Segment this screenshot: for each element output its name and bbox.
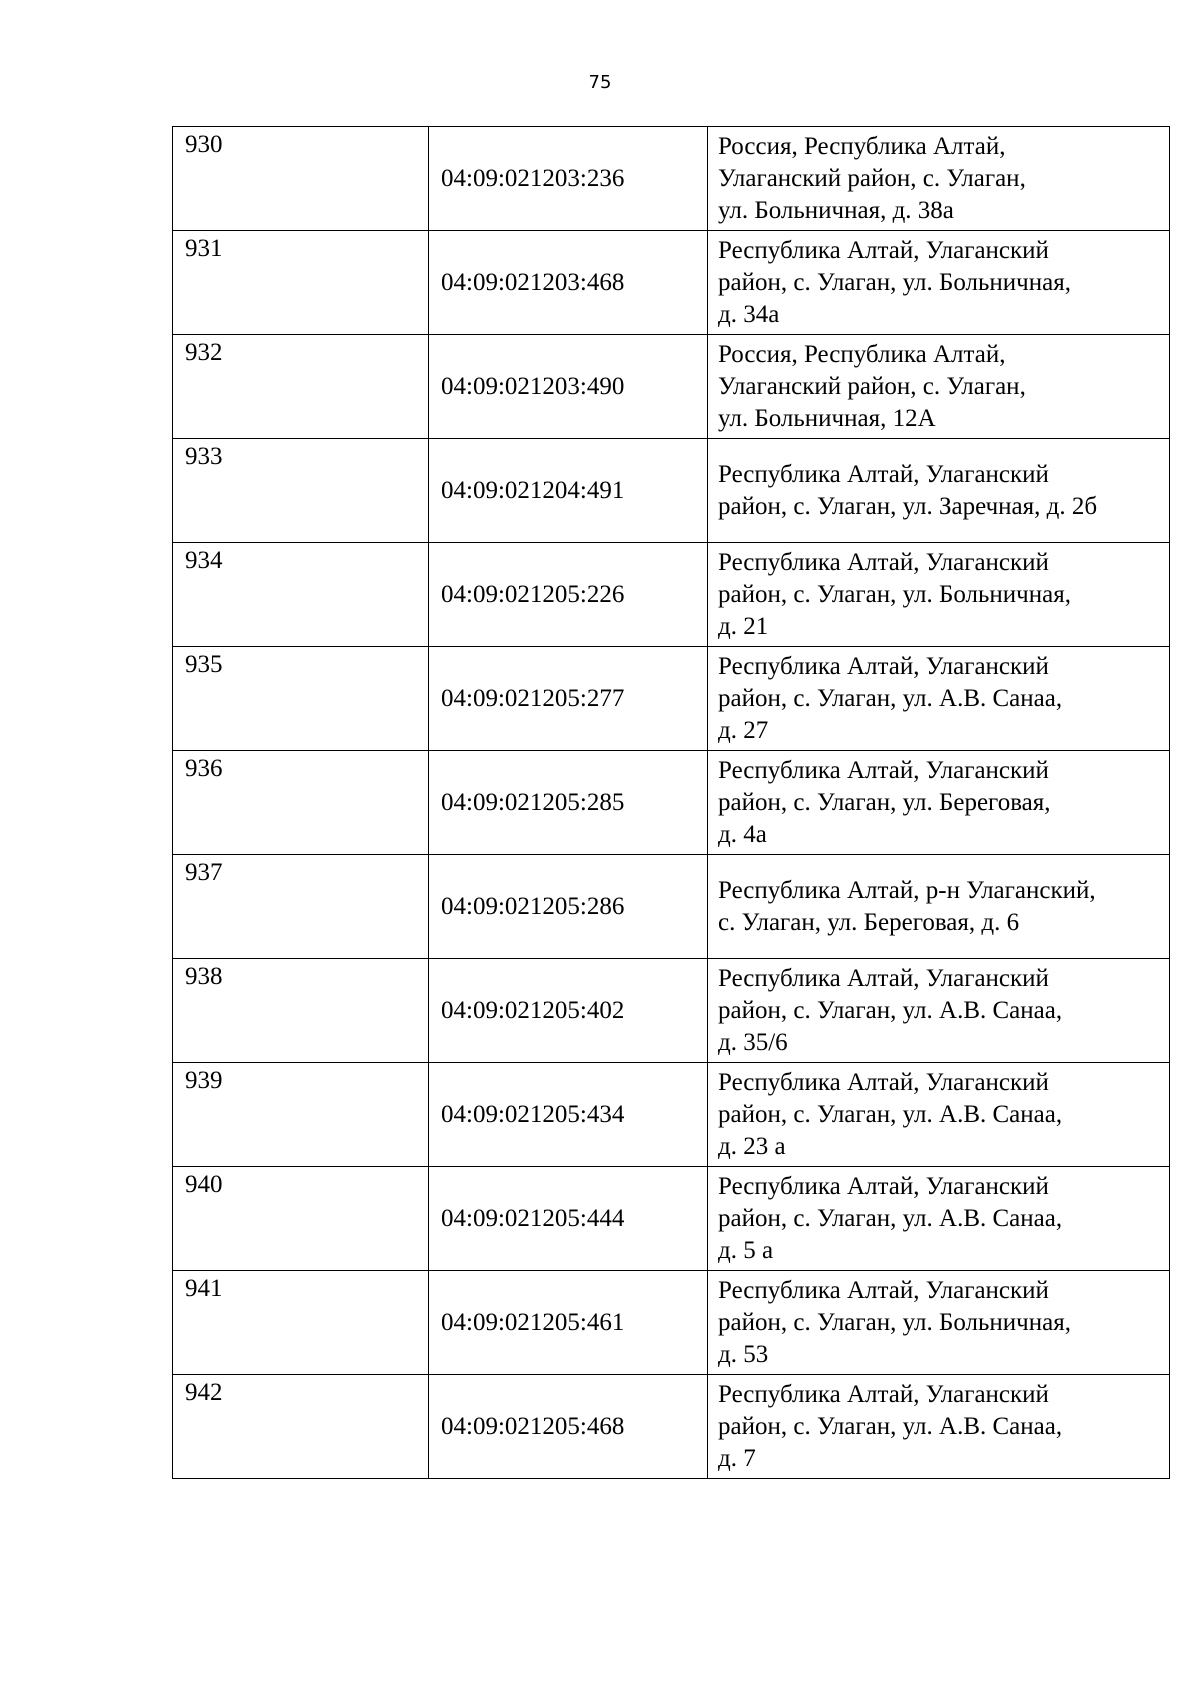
address-line: д. 4а: [718, 820, 767, 848]
address-line: Республика Алтай, Улаганский: [718, 1380, 1049, 1408]
address-line: Республика Алтай, Улаганский: [718, 236, 1049, 264]
row-number-cell: 937: [173, 855, 429, 959]
address-line: д. 21: [718, 612, 769, 640]
table-row: [173, 855, 1170, 959]
cadastral-number-cell: 04:09:021205:277: [429, 647, 708, 751]
address-line: район, с. Улаган, ул. Больничная,: [718, 268, 1071, 296]
address-line: с. Улаган, ул. Береговая, д. 6: [718, 908, 1020, 936]
address-line: район, с. Улаган, ул. Береговая,: [718, 788, 1051, 816]
cadastral-number-cell: 04:09:021205:434: [429, 1063, 708, 1167]
address-line: Россия, Республика Алтай,: [718, 132, 1006, 160]
address-line: район, с. Улаган, ул. А.В. Санаа,: [718, 1204, 1063, 1232]
address-line: ул. Больничная, д. 38а: [718, 196, 954, 224]
address-cell: [708, 647, 1170, 751]
table-row: [173, 959, 1170, 1063]
cadastral-number-cell: 04:09:021205:402: [429, 959, 708, 1063]
page-number: 75: [588, 72, 612, 93]
table-row: [173, 335, 1170, 439]
table-row: [173, 1167, 1170, 1271]
cadastral-number-cell: 04:09:021205:444: [429, 1167, 708, 1271]
address-line: д. 35/6: [718, 1028, 788, 1056]
row-number-cell: 939: [173, 1063, 429, 1167]
row-number-cell: 930: [173, 127, 429, 231]
address-line: Республика Алтай, Улаганский: [718, 652, 1049, 680]
address-cell: [708, 439, 1170, 543]
address-cell: [708, 127, 1170, 231]
address-cell: [708, 1063, 1170, 1167]
address-line: район, с. Улаган, ул. Больничная,: [718, 1308, 1071, 1336]
table-row: [173, 1375, 1170, 1479]
address-cell: [708, 1375, 1170, 1479]
registry-table-body: [173, 127, 1170, 1479]
address-line: район, с. Улаган, ул. А.В. Санаа,: [718, 1100, 1063, 1128]
address-cell: [708, 751, 1170, 855]
row-number-cell: 942: [173, 1375, 429, 1479]
address-line: д. 23 а: [718, 1132, 786, 1160]
table-row: [173, 543, 1170, 647]
address-cell: [708, 335, 1170, 439]
table-row: [173, 647, 1170, 751]
address-line: Республика Алтай, Улаганский: [718, 460, 1049, 488]
address-line: д. 34а: [718, 300, 780, 328]
row-number-cell: 933: [173, 439, 429, 543]
address-line: Республика Алтай, Улаганский: [718, 1172, 1049, 1200]
address-line: район, с. Улаган, ул. А.В. Санаа,: [718, 1412, 1063, 1440]
row-number-cell: 932: [173, 335, 429, 439]
address-cell: [708, 855, 1170, 959]
cadastral-number-cell: 04:09:021205:468: [429, 1375, 708, 1479]
row-number-cell: 938: [173, 959, 429, 1063]
address-line: д. 5 а: [718, 1236, 774, 1264]
cadastral-number-cell: 04:09:021205:226: [429, 543, 708, 647]
table-row: [173, 1271, 1170, 1375]
address-cell: [708, 1271, 1170, 1375]
address-line: район, с. Улаган, ул. Заречная, д. 2б: [718, 492, 1098, 520]
address-cell: [708, 231, 1170, 335]
address-line: ул. Больничная, 12А: [718, 404, 936, 432]
row-number-cell: 935: [173, 647, 429, 751]
address-cell: [708, 543, 1170, 647]
address-line: район, с. Улаган, ул. А.В. Санаа,: [718, 996, 1063, 1024]
cadastral-number-cell: 04:09:021205:285: [429, 751, 708, 855]
cadastral-number-cell: 04:09:021203:236: [429, 127, 708, 231]
address-line: Республика Алтай, Улаганский: [718, 756, 1049, 784]
address-line: д. 27: [718, 716, 769, 744]
address-line: район, с. Улаган, ул. Больничная,: [718, 580, 1071, 608]
address-cell: [708, 1167, 1170, 1271]
row-number-cell: 936: [173, 751, 429, 855]
address-line: Республика Алтай, Улаганский: [718, 1068, 1049, 1096]
address-cell: [708, 959, 1170, 1063]
cadastral-number-cell: 04:09:021205:286: [429, 855, 708, 959]
address-line: д. 7: [718, 1444, 756, 1472]
cadastral-number-cell: 04:09:021204:491: [429, 439, 708, 543]
table-row: [173, 127, 1170, 231]
address-line: д. 53: [718, 1340, 769, 1368]
address-line: Улаганский район, с. Улаган,: [718, 164, 1026, 192]
row-number-cell: 940: [173, 1167, 429, 1271]
address-line: Республика Алтай, р-н Улаганский,: [718, 876, 1096, 904]
cadastral-number-cell: 04:09:021203:468: [429, 231, 708, 335]
address-line: Республика Алтай, Улаганский: [718, 964, 1049, 992]
table-row: [173, 1063, 1170, 1167]
address-line: Республика Алтай, Улаганский: [718, 1276, 1049, 1304]
table-row: [173, 751, 1170, 855]
address-line: Республика Алтай, Улаганский: [718, 548, 1049, 576]
row-number-cell: 934: [173, 543, 429, 647]
address-line: Россия, Республика Алтай,: [718, 340, 1006, 368]
address-line: район, с. Улаган, ул. А.В. Санаа,: [718, 684, 1063, 712]
registry-table: [172, 126, 1170, 1479]
cadastral-number-cell: 04:09:021203:490: [429, 335, 708, 439]
row-number-cell: 931: [173, 231, 429, 335]
row-number-cell: 941: [173, 1271, 429, 1375]
table-row: [173, 439, 1170, 543]
table-row: [173, 231, 1170, 335]
cadastral-number-cell: 04:09:021205:461: [429, 1271, 708, 1375]
address-line: Улаганский район, с. Улаган,: [718, 372, 1026, 400]
